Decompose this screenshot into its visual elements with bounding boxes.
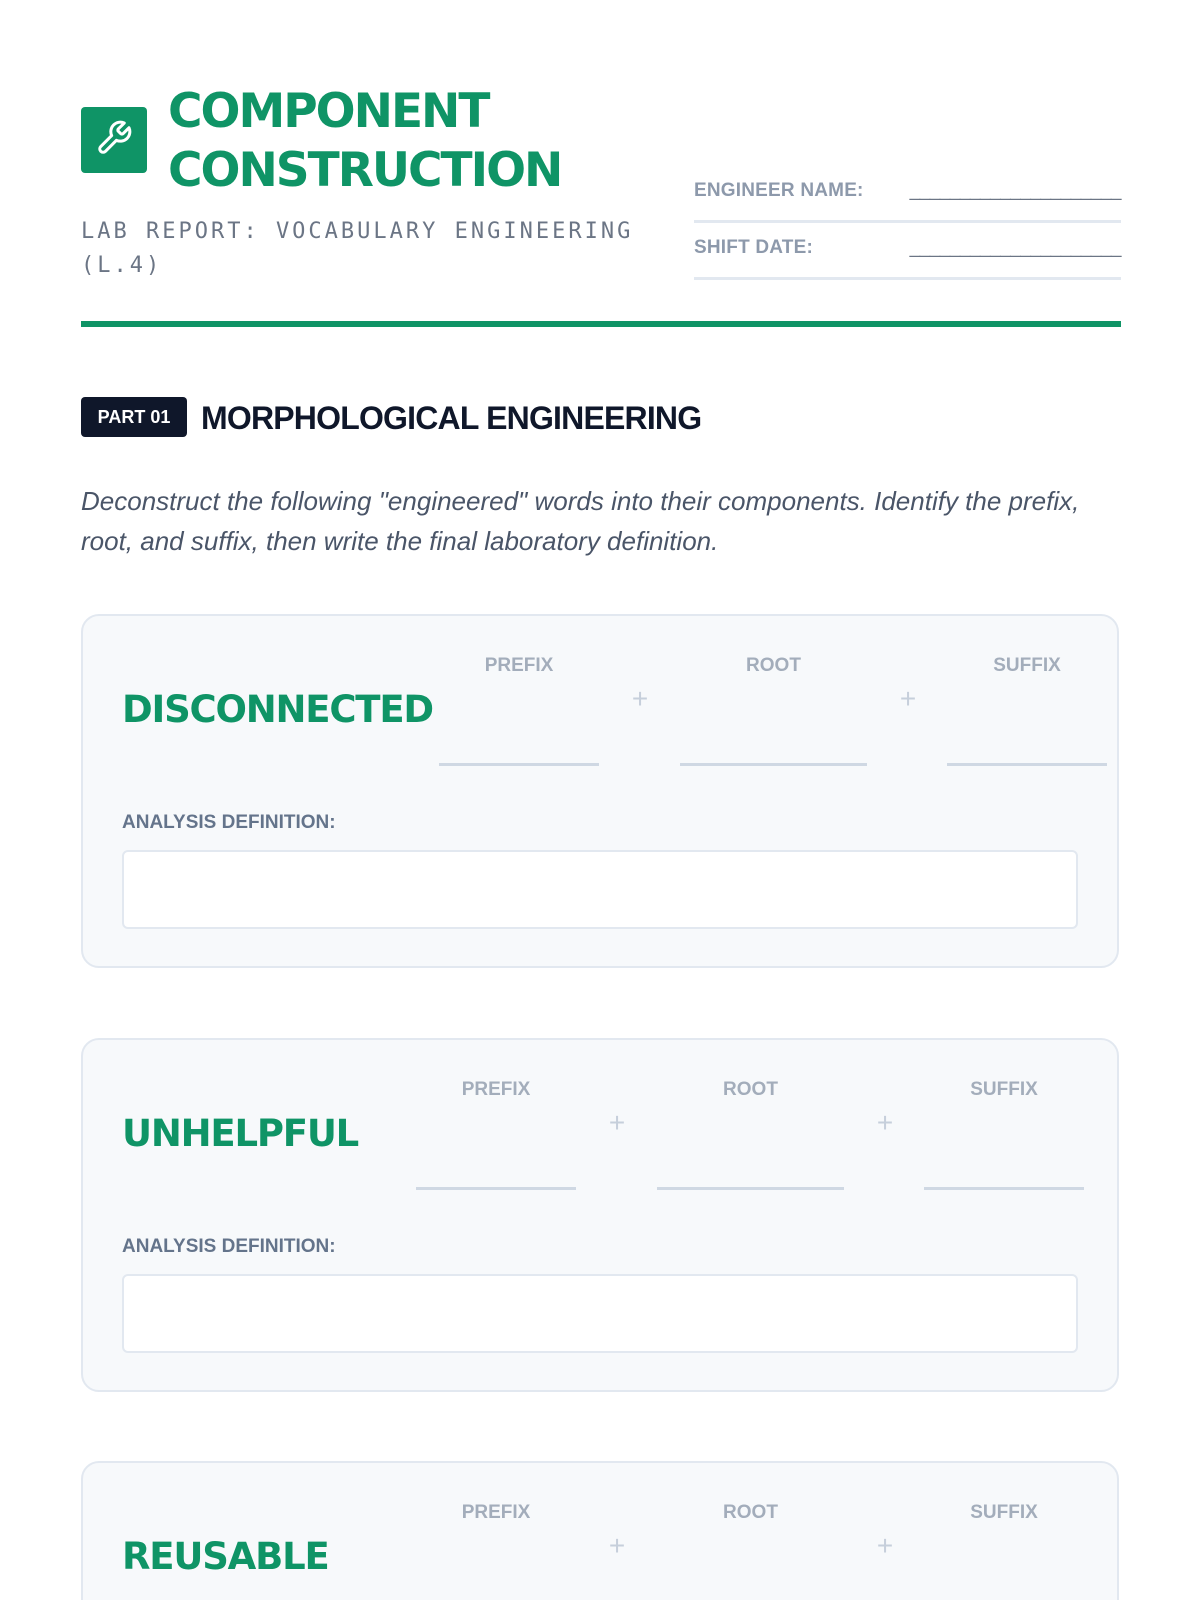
prefix-slot[interactable]: [416, 1501, 576, 1600]
root-label: ROOT: [746, 655, 801, 676]
page-subtitle: LAB REPORT: VOCABULARY ENGINEERING (L.4): [81, 219, 634, 278]
prefix-line: [439, 763, 599, 766]
prefix-label: PREFIX: [484, 655, 554, 676]
engineer-name-field[interactable]: [694, 180, 1121, 223]
root-slot[interactable]: [680, 654, 867, 766]
root-label: ROOT: [723, 1502, 778, 1523]
shift-date-label: SHIFT DATE:: [694, 237, 814, 258]
definition-input[interactable]: [122, 1274, 1078, 1353]
engineer-name-blank[interactable]: _____________________: [909, 180, 1121, 201]
target-word: UNHELPFUL: [122, 1112, 359, 1155]
root-line: [680, 763, 867, 766]
target-word: DISCONNECTED: [122, 688, 433, 731]
prefix-line: [416, 1187, 576, 1190]
suffix-slot[interactable]: [947, 654, 1107, 766]
word-card-unhelpful: [81, 1038, 1119, 1392]
plus-sign: +: [631, 683, 649, 714]
header-divider: [81, 321, 1121, 327]
logo: [81, 107, 147, 173]
shift-date-blank[interactable]: _____________________: [909, 237, 1121, 258]
page-title-line-2: CONSTRUCTION: [168, 143, 562, 198]
definition-label: ANALYSIS DEFINITION:: [122, 1236, 336, 1257]
plus-sign: +: [876, 1107, 894, 1138]
suffix-label: SUFFIX: [970, 1079, 1038, 1100]
suffix-label: SUFFIX: [993, 655, 1061, 676]
root-slot[interactable]: [657, 1501, 844, 1600]
part-badge: PART 01: [81, 397, 187, 437]
target-word: REUSABLE: [122, 1535, 329, 1578]
plus-sign: +: [876, 1530, 894, 1561]
plus-sign: +: [899, 683, 917, 714]
worksheet-header: [81, 0, 1121, 330]
suffix-label: SUFFIX: [970, 1502, 1038, 1523]
root-line: [657, 1187, 844, 1190]
prefix-slot[interactable]: [439, 654, 599, 766]
word-card-reusable: [81, 1461, 1119, 1600]
prefix-label: PREFIX: [461, 1502, 531, 1523]
definition-input[interactable]: [122, 850, 1078, 929]
prefix-slot[interactable]: [416, 1078, 576, 1190]
plus-sign: +: [608, 1530, 626, 1561]
engineer-name-label: ENGINEER NAME:: [694, 180, 864, 201]
plus-sign: +: [608, 1107, 626, 1138]
definition-label: ANALYSIS DEFINITION:: [122, 812, 336, 833]
suffix-line: [924, 1187, 1084, 1190]
page-title-line-1: COMPONENT: [168, 84, 489, 139]
prefix-label: PREFIX: [461, 1079, 531, 1100]
instructions: Deconstruct the following "engineered" words into their components. Identify the prefix, root, and suffix, then write the final laboratory definition.: [81, 486, 1080, 556]
part-title: MORPHOLOGICAL ENGINEERING: [201, 400, 702, 436]
suffix-slot[interactable]: [924, 1501, 1084, 1600]
root-slot[interactable]: [657, 1078, 844, 1190]
word-card-disconnected: [81, 614, 1119, 968]
root-label: ROOT: [723, 1079, 778, 1100]
suffix-line: [947, 763, 1107, 766]
suffix-slot[interactable]: [924, 1078, 1084, 1190]
shift-date-field[interactable]: [694, 237, 1121, 280]
wrench-icon: [95, 119, 133, 162]
